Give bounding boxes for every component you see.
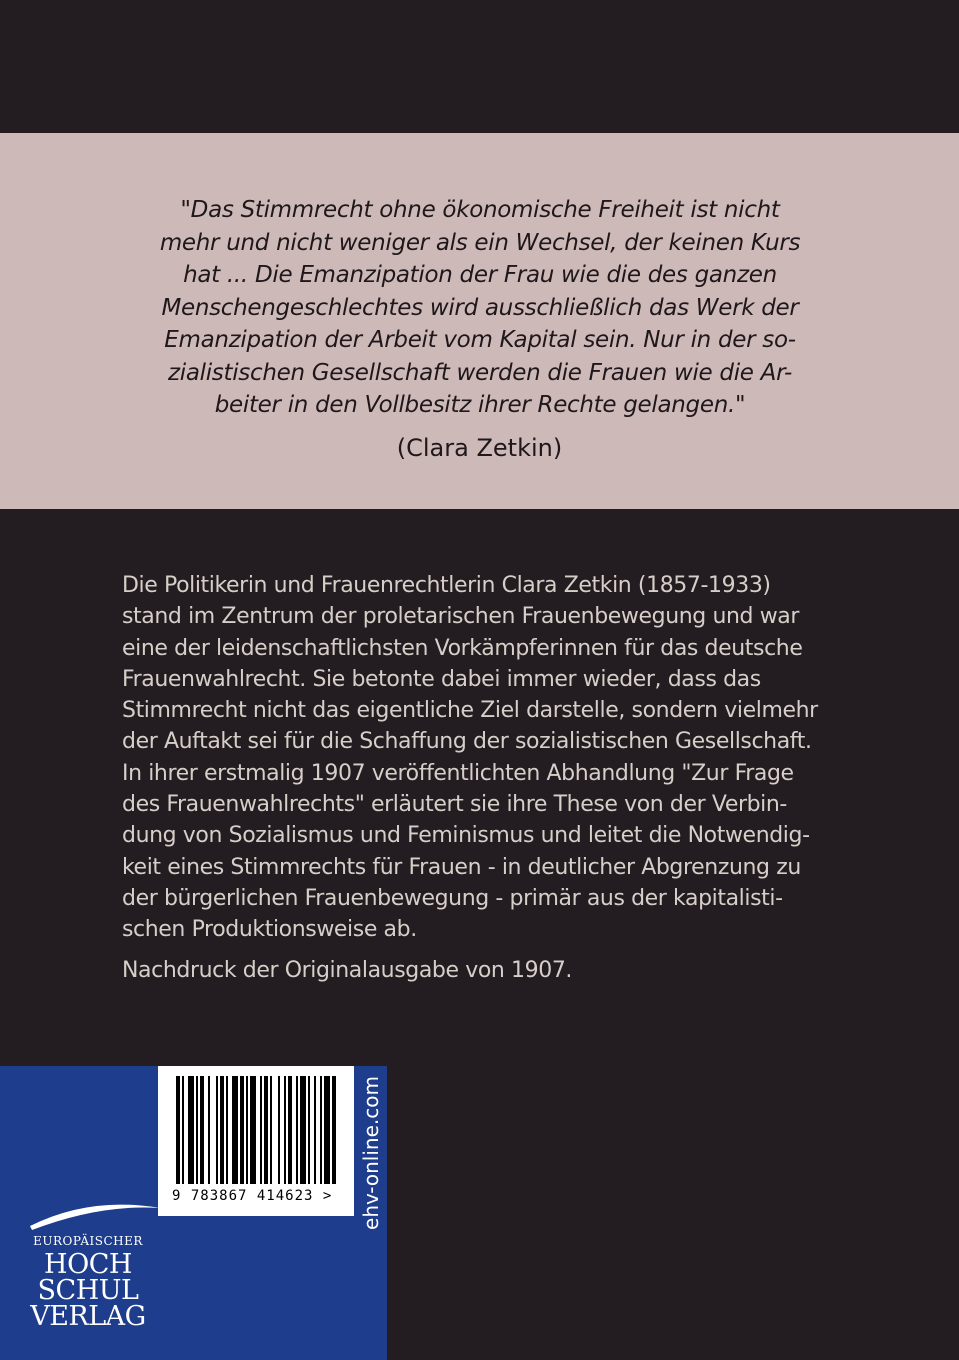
logo-line-verlag: VERLAG [30,1301,146,1332]
barcode-bar [288,1076,292,1184]
quote-text [150,194,810,422]
quote-line: Menschengeschlechtes wird ausschließlich das Werk der [161,294,799,321]
description-line: dung von Sozialismus und Feminismus und leitet die Notwendig- [122,823,810,849]
publisher-url[interactable] [356,1068,386,1238]
barcode-digits: 9 783867 414623 > [172,1188,333,1204]
quote-line: mehr und nicht weniger als ein Wechsel, der keinen Kurs [159,229,801,256]
logo-line-schul: SCHUL [37,1275,139,1306]
description-line: schen Produktionsweise ab. [122,917,417,943]
barcode-bar [220,1076,224,1184]
barcode-bar [196,1076,198,1184]
barcode-bar [226,1076,228,1184]
quote-line: hat ... Die Emanzipation der Frau wie die des ganzen [183,262,777,288]
reprint-note: Nachdruck der Originalausgabe von 1907. [122,958,573,983]
description-line: eine der leidenschaftlichsten Vorkämpferinnen für das deutsche [122,635,803,661]
barcode-bar [324,1076,330,1184]
description-line: der Auftakt sei für die Schaffung der sozialistischen Gesellschaft. [122,729,812,755]
book-description [122,570,852,946]
description-line: Stimmrecht nicht das eigentliche Ziel darstelle, sondern vielmehr [122,698,818,724]
barcode-bars [158,1076,354,1196]
barcode-bar [264,1076,268,1184]
barcode-bar [314,1076,316,1184]
barcode-bar [240,1076,244,1184]
barcode-bar [300,1076,306,1184]
quote-line: zialistischen Gesellschaft werden die Frauen wie die Ar- [167,359,793,386]
logo-line-small: EUROPÄISCHER [33,1234,143,1248]
quote-line: "Das Stimmrecht ohne ökonomische Freiheit ist nicht [180,197,780,223]
barcode-bar [232,1076,238,1184]
quote-author: (Clara Zetkin) [396,434,563,462]
quote-line: Emanzipation der Arbeit vom Kapital sein. Nur in der so- [164,327,796,353]
barcode-bar [284,1076,286,1184]
description-line: des Frauenwahlrechts" erläutert sie ihre These von der Verbin- [122,792,787,818]
barcode-bar [250,1076,256,1184]
description-line: Die Politikerin und Frauenrechtlerin Clara Zetkin (1857-1933) [122,573,771,598]
logo-line-hoch: HOCH [44,1249,132,1280]
barcode-bar [270,1076,272,1184]
logo-swoosh-icon [20,1196,170,1236]
description-line: der bürgerlichen Frauenbewegung - primär aus der kapitalisti- [122,885,783,911]
barcode-bar [278,1076,280,1184]
barcode-bar [182,1076,184,1184]
barcode-bar [332,1076,336,1184]
barcode-bar [246,1076,248,1184]
barcode-bar [260,1076,262,1184]
description-line: Frauenwahlrecht. Sie betonte dabei immer wieder, dass das [122,666,761,692]
barcode-bar [320,1076,322,1184]
barcode-bar [216,1076,218,1184]
barcode-bar [188,1076,194,1184]
description-line: keit eines Stimmrechts für Frauen - in deutlicher Abgrenzung zu [122,854,801,880]
publisher-url-text: ehv-online.com [359,1076,384,1230]
barcode-bar [308,1076,310,1184]
description-line: stand im Zentrum der proletarischen Frauenbewegung und war [122,604,800,630]
barcode-bar [176,1076,180,1184]
barcode-bar [208,1076,210,1184]
description-line: In ihrer erstmalig 1907 veröffentlichten Abhandlung "Zur Frage [122,760,794,786]
quote-line: beiter in den Vollbesitz ihrer Rechte gelangen." [214,392,746,418]
barcode-bar [200,1076,204,1184]
barcode-bar [296,1076,298,1184]
